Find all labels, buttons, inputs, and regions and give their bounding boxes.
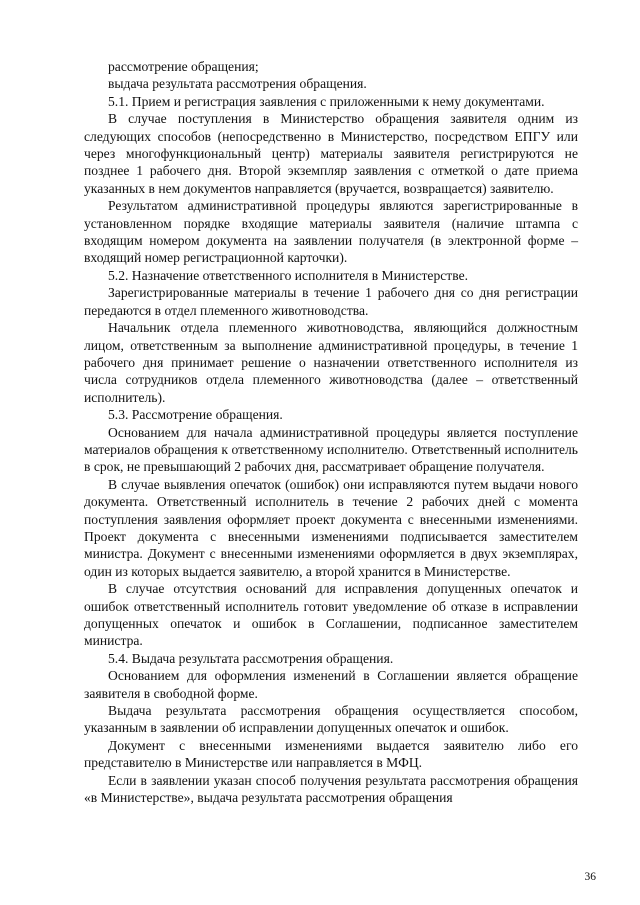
paragraph: Основанием для оформления изменений в Соглашении является обращение заявителя в свободной форме. <box>84 668 578 701</box>
paragraph: Начальник отдела племенного животноводства, являющийся должностным лицом, ответственным за выполнение административной процедуры, в течение 1 рабочего дня принимает решение о назначении ответственного исполнителя из числа сотрудников отдела племенного животноводства (далее – ответственный исполнитель). <box>84 320 578 405</box>
paragraph: В случае поступления в Министерство обращения заявителя одним из следующих способов (непосредственно в Министерство, посредством ЕПГУ или через многофункциональный центр) материалы заявителя регистрируются не позднее 1 рабочего дня. Второй экземпляр заявления с отметкой о дате приема указанных в нем документов направляется (вручается, возвращается) заявителю. <box>84 111 578 196</box>
paragraph: Основанием для начала административной процедуры является поступление материалов обращения к ответственному исполнителю. Ответственный исполнитель в срок, не превышающий 2 рабочих дня, рассматривает обращение получателя. <box>84 424 578 475</box>
paragraph: рассмотрение обращения; <box>108 59 259 74</box>
paragraph: Результатом административной процедуры являются зарегистрированные в установленном порядке входящие материалы заявителя (наличие штампа с входящим номером документа на заявлении получателя (в электронной форме – входящий номер регистрационной карточки). <box>84 198 578 266</box>
paragraph: Выдача результата рассмотрения обращения осуществляется способом, указанным в заявлении об исправлении допущенных опечаток и ошибок. <box>84 703 578 736</box>
section-heading: 5.4. Выдача результата рассмотрения обращения. <box>108 650 394 666</box>
section-heading: 5.1. Прием и регистрация заявления с приложенными к нему документами. <box>108 93 545 109</box>
page-number: 36 <box>584 871 596 883</box>
section-heading: 5.2. Назначение ответственного исполнителя в Министерстве. <box>108 267 469 283</box>
paragraph: Зарегистрированные материалы в течение 1 рабочего дня со дня регистрации передаются в отдел племенного животноводства. <box>84 285 578 318</box>
document-page <box>84 58 578 806</box>
paragraph: В случае отсутствия оснований для исправления допущенных опечаток и ошибок ответственный исполнитель готовит уведомление об отказе в исправлении допущенных опечаток и ошибок в Соглашении, подписанное заместителем министра. <box>84 581 578 649</box>
paragraph: Если в заявлении указан способ получения результата рассмотрения обращения «в Министерстве», выдача результата рассмотрения обращения <box>84 772 578 806</box>
paragraph: Документ с внесенными изменениями выдается заявителю либо его представителю в Министерстве или направляется в МФЦ. <box>84 737 578 771</box>
paragraph: В случае выявления опечаток (ошибок) они исправляются путем выдачи нового документа. Ответственный исполнитель в течение 2 рабочих дней с момента поступления заявления оформляет проект документа с внесенными изменениями. Проект документа с внесенными изменениями подписывается заместителем министра. Документ с внесенными изменениями оформляется в двух экземплярах, один из которых выдается заявителю, а второй хранится в Министерстве. <box>84 476 578 579</box>
paragraph: выдача результата рассмотрения обращения. <box>108 76 367 92</box>
section-heading: 5.3. Рассмотрение обращения. <box>108 407 283 423</box>
